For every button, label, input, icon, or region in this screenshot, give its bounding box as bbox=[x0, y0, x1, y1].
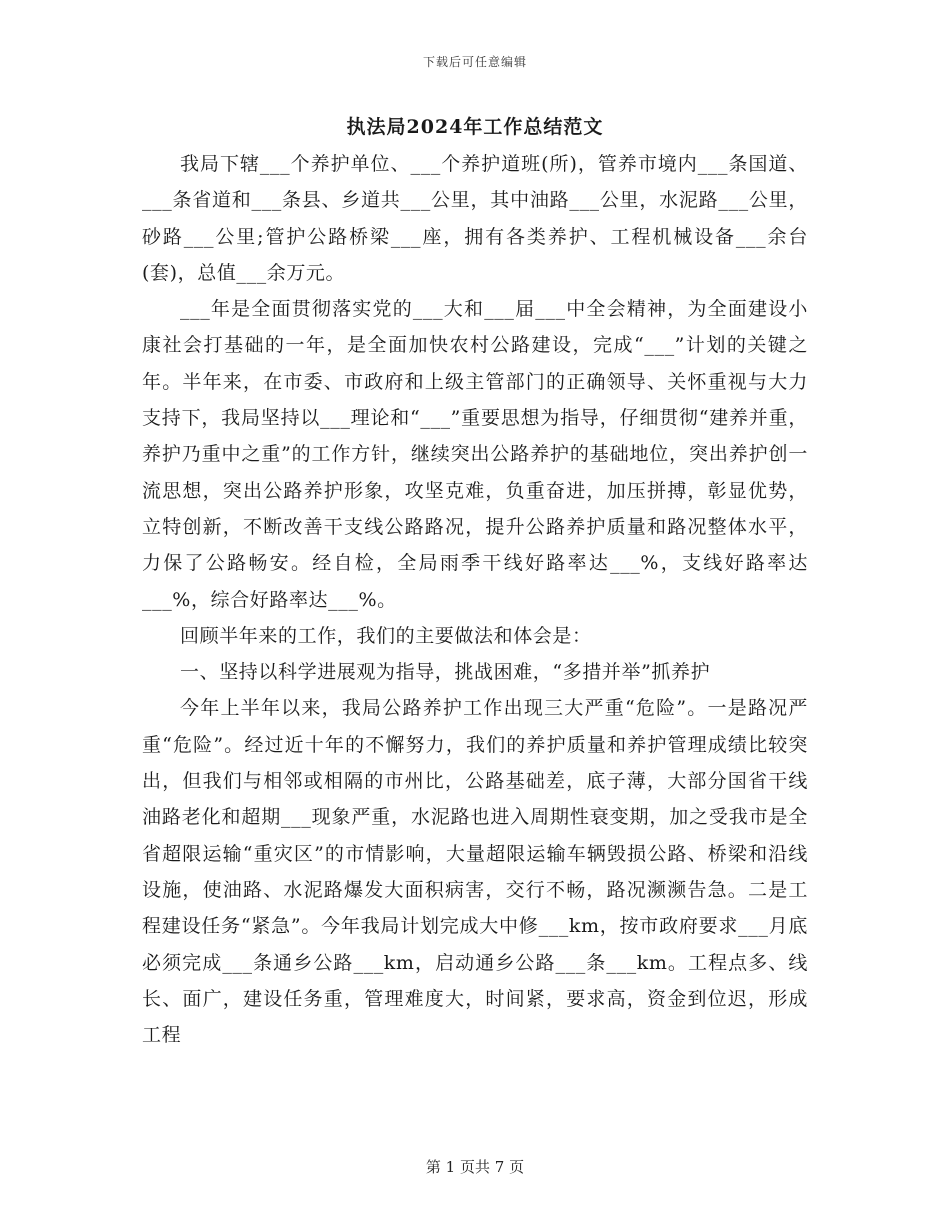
page-footer: 第 1 页共 7 页 bbox=[425, 1158, 525, 1176]
paragraph: ___年是全面贯彻落实党的___大和___届___中全会精神，为全面建设小康社会打基础的一年，是全面加快农村公路建设，完成“___”计划的关键之年。半年来，在市委、市政府和上级主管部门的正确领导、关怀重视与大力支持下，我局坚持以___理论和“___”重要思想为指导，仔细贯彻“建养并重，养护乃重中之重”的工作方针，继续突出公路养护的基础地位，突出养护创一流思想，突出公路养护形象，攻坚克难，负重奋进，加压拼搏，彰显优势，立特创新，不断改善干支线公路路况，提升公路养护质量和路况整体水平，力保了公路畅安。经自检，全局雨季干线好路率达___%，支线好路率达___%，综合好路率达___%。 bbox=[142, 298, 808, 611]
document-title: 执法局2024年工作总结范文 bbox=[346, 116, 604, 138]
paragraph: 我局下辖___个养护单位、___个养护道班(所)，管养市境内___条国道、___条省道和___条县、乡道共___公里，其中油路___公里，水泥路___公里，砂路___公里;管护公路桥梁___座，拥有各类养护、工程机械设备___余台(套)，总值___余万元。 bbox=[142, 153, 808, 284]
paragraph: 今年上半年以来，我局公路养护工作出现三大严重“危险”。一是路况严重“危险”。经过近十年的不懈努力，我们的养护质量和养护管理成绩比较突出，但我们与相邻或相隔的市州比，公路基础差，底子薄，大部分国省干线油路老化和超期___现象严重，水泥路也进入周期性衰变期，加之受我市是全省超限运输“重灾区”的市情影响，大量超限运输车辆毁损公路、桥梁和沿线设施，使油路、水泥路爆发大面积病害，交行不畅，路况濒濒告急。二是工程建设任务“紧急”。今年我局计划完成大中修___km，按市政府要求___月底必须完成___条通乡公路___km，启动通乡公路___条___km。工程点多、线长、面广，建设任务重，管理难度大，时间紧，要求高，资金到位迟，形成工程 bbox=[142, 697, 808, 1047]
document-body bbox=[142, 146, 808, 1053]
paragraph: 回顾半年来的工作，我们的主要做法和体会是： bbox=[180, 624, 592, 647]
section-heading: 一、坚持以科学进展观为指导，挑战困难，“多措并举”抓养护 bbox=[180, 661, 711, 684]
header-note: 下载后可任意编辑 bbox=[422, 55, 527, 69]
